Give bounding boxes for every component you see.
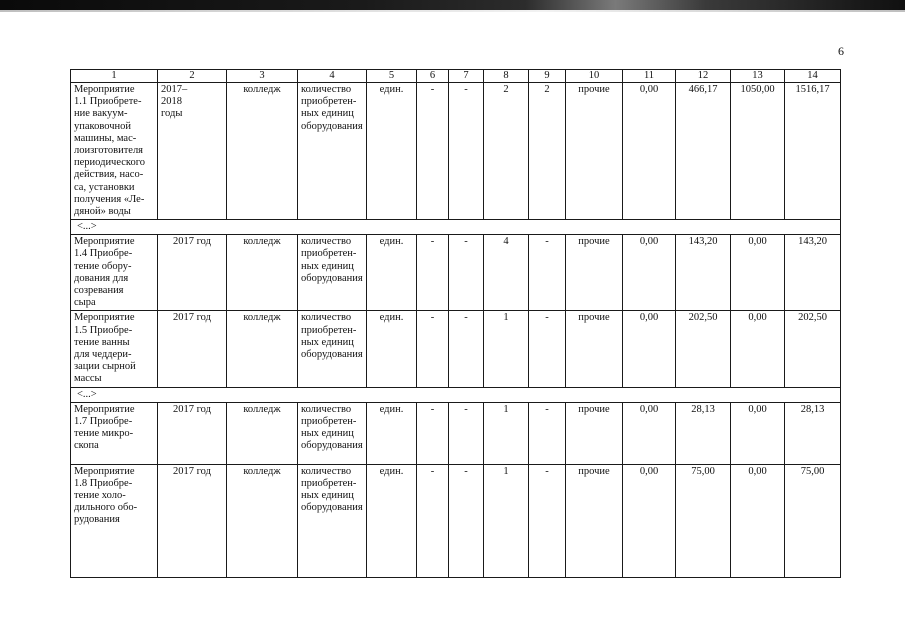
value-cell: - bbox=[417, 235, 449, 311]
unit-cell: един. bbox=[367, 402, 417, 464]
period-cell: 2017 год bbox=[158, 311, 227, 387]
period-cell bbox=[158, 83, 227, 220]
executor-cell: колледж bbox=[227, 235, 298, 311]
source-cell: прочие bbox=[566, 464, 623, 577]
value-cell: - bbox=[449, 235, 484, 311]
header-cell: 13 bbox=[731, 70, 785, 83]
unit-cell: един. bbox=[367, 83, 417, 220]
table-row bbox=[71, 235, 841, 311]
unit-cell: един. bbox=[367, 464, 417, 577]
executor-cell: колледж bbox=[227, 464, 298, 577]
scan-edge-bar bbox=[0, 0, 905, 10]
header-cell: 1 bbox=[71, 70, 158, 83]
header-cell: 2 bbox=[158, 70, 227, 83]
activities-table bbox=[70, 69, 841, 578]
header-cell: 5 bbox=[367, 70, 417, 83]
ellipsis-row bbox=[71, 220, 841, 235]
amount-cell: 0,00 bbox=[623, 402, 676, 464]
page-number: 6 bbox=[838, 44, 844, 58]
header-row bbox=[71, 70, 841, 83]
table-row bbox=[71, 83, 841, 220]
indicator-cell bbox=[298, 464, 367, 577]
amount-cell: 202,50 bbox=[785, 311, 841, 387]
ellipsis-text: <...> bbox=[71, 220, 841, 235]
indicator-cell bbox=[298, 235, 367, 311]
amount-cell: 466,17 bbox=[676, 83, 731, 220]
activity-name: Мероприятие 1.7 Приобре- тение микро- скопа bbox=[74, 403, 135, 452]
amount-cell: 0,00 bbox=[731, 235, 785, 311]
amount-cell: 0,00 bbox=[731, 464, 785, 577]
executor-cell: колледж bbox=[227, 83, 298, 220]
value-cell: 4 bbox=[484, 235, 529, 311]
value-cell: - bbox=[449, 402, 484, 464]
activity-name-cell bbox=[71, 83, 158, 220]
activity-name: Мероприятие 1.4 Приобре- тение обору- дования для созревания сыра bbox=[74, 236, 135, 309]
unit-cell: един. bbox=[367, 235, 417, 311]
amount-cell: 202,50 bbox=[676, 311, 731, 387]
amount-cell: 143,20 bbox=[785, 235, 841, 311]
value-cell: - bbox=[449, 83, 484, 220]
value-cell: 2 bbox=[484, 83, 529, 220]
activity-name-cell bbox=[71, 464, 158, 577]
amount-cell: 0,00 bbox=[623, 311, 676, 387]
header-cell: 9 bbox=[529, 70, 566, 83]
amount-cell: 0,00 bbox=[623, 83, 676, 220]
amount-cell: 0,00 bbox=[623, 235, 676, 311]
indicator-cell bbox=[298, 311, 367, 387]
indicator: количество приобретен- ных единиц оборудования bbox=[301, 312, 363, 361]
activity-name-cell bbox=[71, 311, 158, 387]
executor-cell: колледж bbox=[227, 311, 298, 387]
source-cell: прочие bbox=[566, 83, 623, 220]
source-cell: прочие bbox=[566, 235, 623, 311]
header-cell: 4 bbox=[298, 70, 367, 83]
value-cell: 1 bbox=[484, 311, 529, 387]
header-cell: 8 bbox=[484, 70, 529, 83]
amount-cell: 0,00 bbox=[731, 402, 785, 464]
activity-name-cell bbox=[71, 235, 158, 311]
indicator-cell bbox=[298, 402, 367, 464]
ellipsis-row bbox=[71, 387, 841, 402]
activity-name: Мероприятие 1.5 Приобре- тение ванны для чеддери- зации сырной массы bbox=[74, 312, 136, 385]
amount-cell: 1516,17 bbox=[785, 83, 841, 220]
value-cell: 1 bbox=[484, 464, 529, 577]
period-cell: 2017 год bbox=[158, 402, 227, 464]
header-cell: 14 bbox=[785, 70, 841, 83]
table-row bbox=[71, 464, 841, 577]
activity-name: Мероприятие 1.1 Приобрете- ние вакуум- упаковочной машины, мас- лоизготовителя периодического действия, насо- са, установки получения «Ле- дяной» воды bbox=[74, 84, 146, 218]
value-cell: - bbox=[529, 311, 566, 387]
value-cell: - bbox=[529, 402, 566, 464]
period-cell: 2017 год bbox=[158, 464, 227, 577]
value-cell: 1 bbox=[484, 402, 529, 464]
header-cell: 12 bbox=[676, 70, 731, 83]
value-cell: - bbox=[449, 311, 484, 387]
activity-name: Мероприятие 1.8 Приобре- тение холо- дильного обо- рудования bbox=[74, 465, 138, 526]
value-cell: - bbox=[417, 83, 449, 220]
activity-name-cell bbox=[71, 402, 158, 464]
indicator: количество приобретен- ных единиц оборудования bbox=[301, 403, 363, 452]
value-cell: - bbox=[449, 464, 484, 577]
header-cell: 6 bbox=[417, 70, 449, 83]
value-cell: - bbox=[417, 402, 449, 464]
amount-cell: 28,13 bbox=[785, 402, 841, 464]
amount-cell: 1050,00 bbox=[731, 83, 785, 220]
amount-cell: 75,00 bbox=[676, 464, 731, 577]
indicator: количество приобретен- ных единиц оборудования bbox=[301, 465, 363, 514]
value-cell: - bbox=[417, 311, 449, 387]
indicator: количество приобретен- ных единиц оборудования bbox=[301, 236, 363, 284]
value-cell: 2 bbox=[529, 83, 566, 220]
header-cell: 3 bbox=[227, 70, 298, 83]
executor-cell: колледж bbox=[227, 402, 298, 464]
amount-cell: 143,20 bbox=[676, 235, 731, 311]
value-cell: - bbox=[417, 464, 449, 577]
value-cell: - bbox=[529, 235, 566, 311]
amount-cell: 28,13 bbox=[676, 402, 731, 464]
source-cell: прочие bbox=[566, 311, 623, 387]
table-row bbox=[71, 311, 841, 387]
amount-cell: 0,00 bbox=[623, 464, 676, 577]
table-row bbox=[71, 402, 841, 464]
indicator-cell bbox=[298, 83, 367, 220]
header-cell: 7 bbox=[449, 70, 484, 83]
amount-cell: 75,00 bbox=[785, 464, 841, 577]
ellipsis-text: <...> bbox=[71, 387, 841, 402]
header-cell: 11 bbox=[623, 70, 676, 83]
value-cell: - bbox=[529, 464, 566, 577]
header-cell: 10 bbox=[566, 70, 623, 83]
period-cell: 2017 год bbox=[158, 235, 227, 311]
period: 2017– 2018 годы bbox=[161, 84, 188, 120]
indicator: количество приобретен- ных единиц оборудования bbox=[301, 84, 363, 132]
unit-cell: един. bbox=[367, 311, 417, 387]
source-cell: прочие bbox=[566, 402, 623, 464]
amount-cell: 0,00 bbox=[731, 311, 785, 387]
